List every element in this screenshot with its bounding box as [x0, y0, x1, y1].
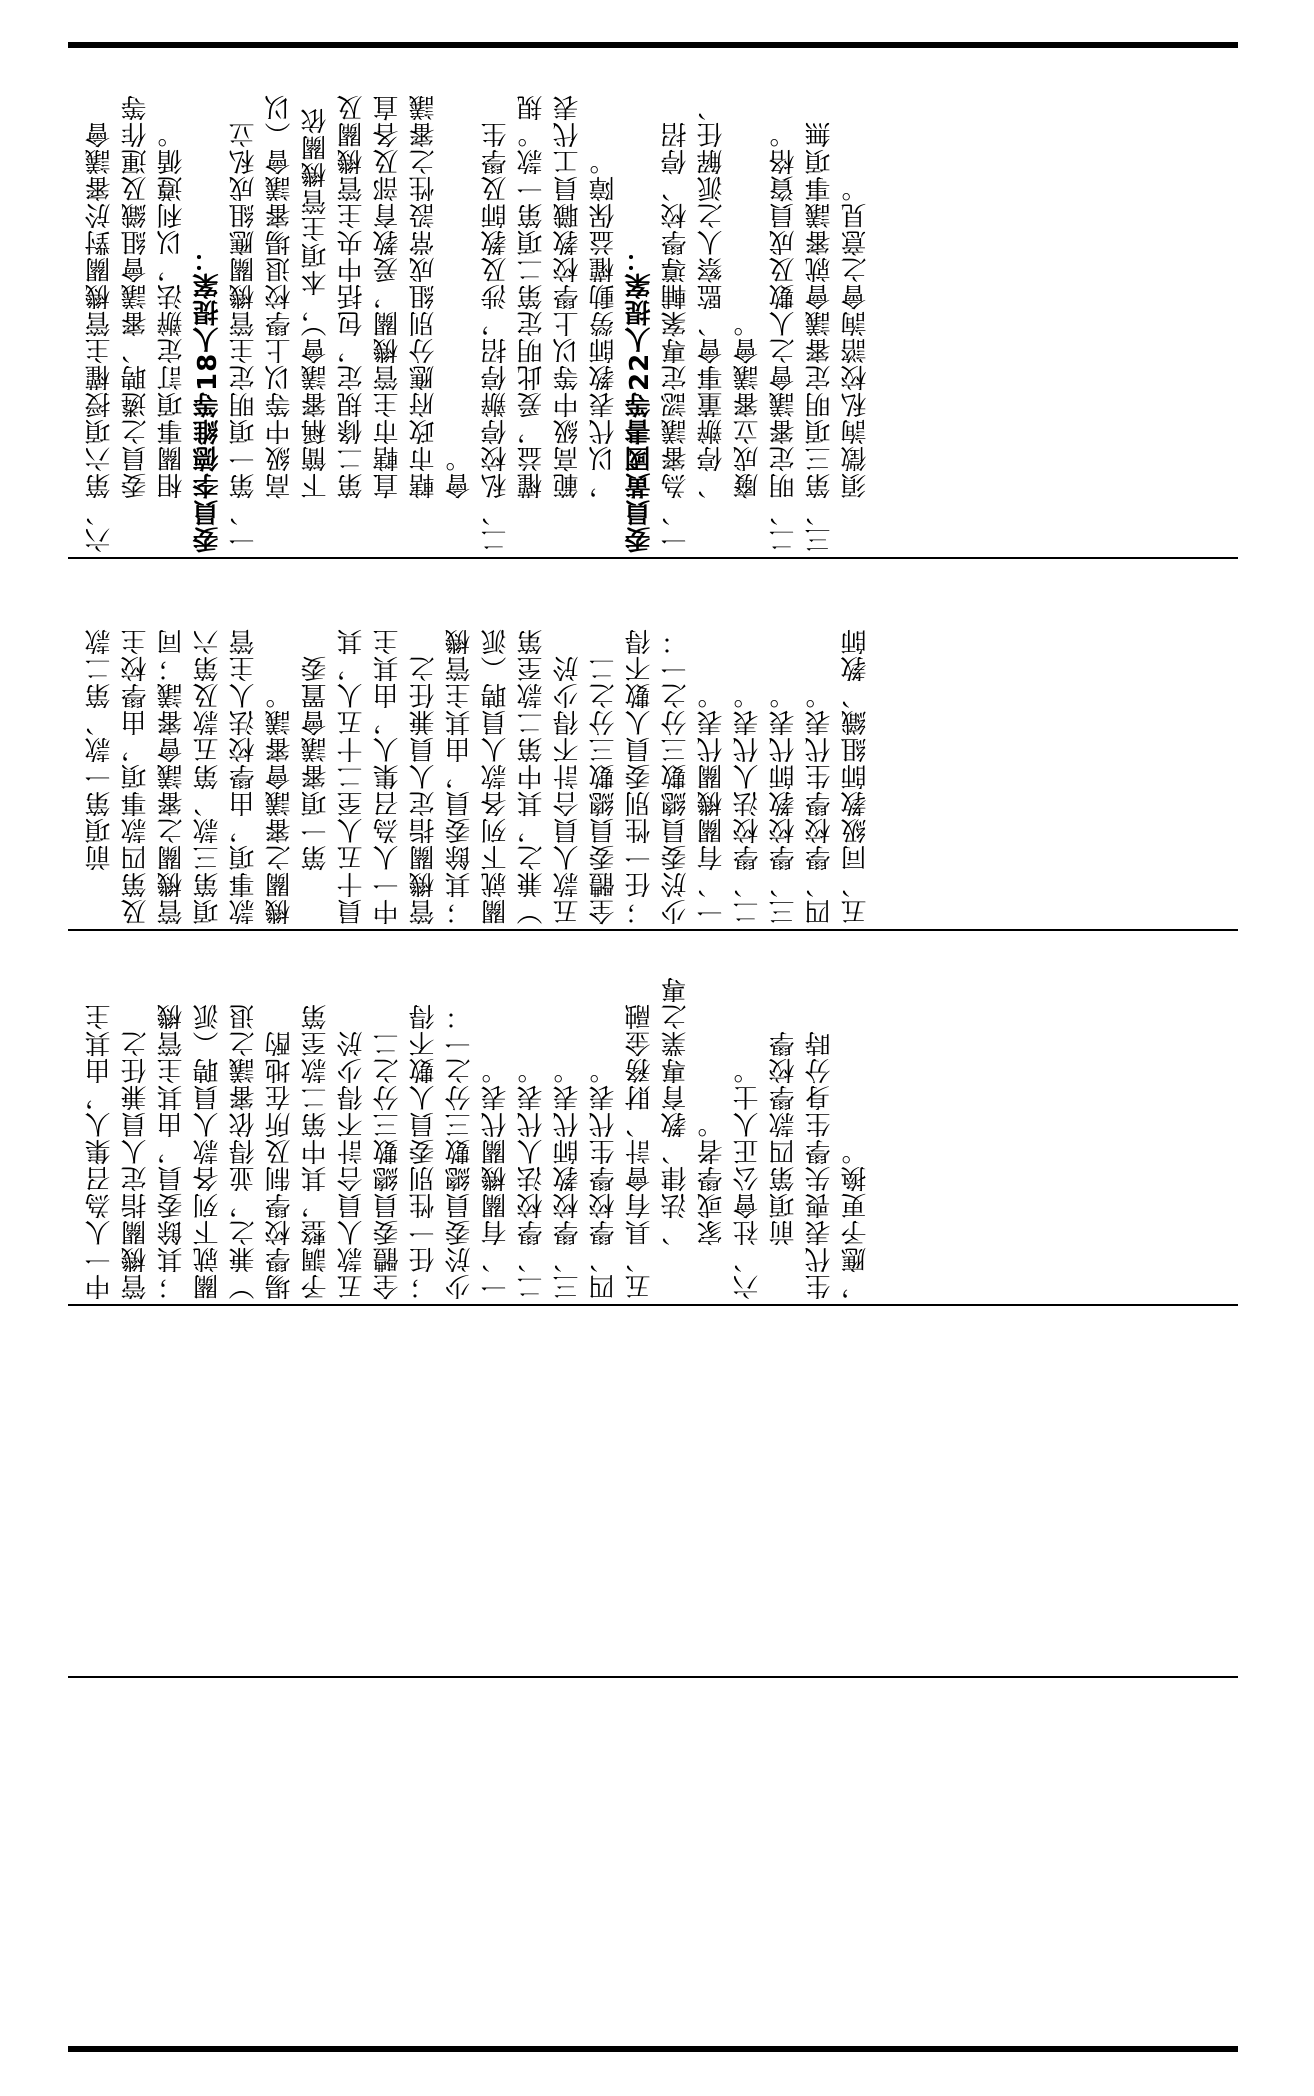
- text-line: 管機關之審議會審議；同: [157, 628, 187, 925]
- text-line: ）兼之，並得依審議之退: [229, 1003, 259, 1300]
- text-line: 二、學校法人代表。: [733, 682, 763, 925]
- band-article-text-alt: [68, 931, 1238, 1304]
- text-line: 廢成立審議會。: [733, 310, 763, 553]
- text-line: 五、具有會計、財務金融: [625, 1003, 655, 1300]
- text-line: 中一人為召集人，由其主: [373, 628, 403, 925]
- text-line: ；任一性別委員人數不得: [625, 628, 655, 925]
- text-line: 、法律、教育專業之專: [661, 976, 691, 1300]
- text-line: 全體委員總數三分之二: [373, 1030, 403, 1300]
- text-line: 相關事項訂定辦法，以利遵循。: [157, 121, 187, 553]
- text-line: 權益，爰此明定第二項第一款。規: [517, 94, 547, 553]
- text-line: 一、有關機關代表。: [481, 1057, 511, 1300]
- text-line: 予調整，其中第二款至第: [301, 1003, 331, 1300]
- text-line: 項第三款、第五款及第六: [193, 628, 223, 925]
- text-line: 四、學校學生代表。: [805, 682, 835, 925]
- text-line: 、停辦董事會、監察人之派解任、: [697, 94, 727, 553]
- text-line: 及第四款事項，由學校主: [121, 628, 151, 925]
- text-line: ，應予更換。: [841, 1138, 871, 1300]
- text-line: 六、社會公正人士。: [733, 1057, 763, 1300]
- text-line: 三、學校教師代表。: [553, 1057, 583, 1300]
- text-line: ，以代表教師勞動權益保障。: [589, 148, 619, 553]
- text-line: 下簡稱審議會），本項主管機關依: [301, 107, 331, 553]
- text-line: 範高級中等以上學校教職員工代表: [553, 94, 583, 553]
- text-line: ；任一性別委員人數不得: [409, 1003, 439, 1300]
- text-line: 四、學校學生代表。: [589, 1057, 619, 1300]
- text-line: ；其餘委員，由其主管機: [445, 628, 475, 925]
- text-line: 關就下列各款人員聘（派: [481, 628, 511, 925]
- text-line: 五款人員合計不得少於: [337, 1030, 367, 1300]
- text-line: 少於委員總數三分之一：: [661, 628, 691, 925]
- text-line: 會。: [445, 445, 475, 553]
- article-text: [82, 559, 874, 925]
- text-line: 二、私校停辦停招，涉及教師及學生: [481, 121, 511, 553]
- text-line: 家或學者。: [697, 1111, 727, 1300]
- text-line: 前項第四款學校學: [769, 1030, 799, 1300]
- column-divider: [68, 1676, 1238, 1678]
- band-explanation: [68, 48, 1238, 557]
- text-line: 管機關指定人員兼任之: [121, 1030, 151, 1300]
- text-line: ；其餘委員，由其主管機: [157, 1003, 187, 1300]
- column-divider: [68, 1304, 1238, 1306]
- article-text-alt: [82, 931, 874, 1300]
- text-line: 五款人員合計不得少於: [553, 655, 583, 925]
- text-line: 二、明定審議會之人數及成員資格。: [769, 121, 799, 553]
- text-line: 委員之遴聘、審議會組織及運作等: [121, 94, 151, 553]
- band-article-text: [68, 559, 1238, 929]
- text-line: 高級中等以上學校退場審議會（以: [265, 94, 295, 553]
- text-line: 前項第一款、第二款: [85, 628, 115, 925]
- text-line: 中一人為召集人，由其主: [85, 1003, 115, 1300]
- text-line: 關就下列各款人員聘（派: [193, 1003, 223, 1300]
- text-line: 一、為審議認定專案輔導學校、停招: [661, 121, 691, 553]
- text-line: 款事項，由學校法人主管: [229, 628, 259, 925]
- text-line: 直轄市主管機關，爰教育部及各直: [373, 94, 403, 553]
- text-line: 須徵詢私校諮詢會之意見。: [841, 175, 871, 553]
- text-line: 二、學校法人代表。: [517, 1057, 547, 1300]
- text-line: 員十五人至二十五人，其: [337, 628, 367, 925]
- text-line: 場學校學制及所在地酌: [265, 1030, 295, 1300]
- text-line: 第二條規定，包括中央主管機關及: [337, 94, 367, 553]
- text-line: 全體委員總數三分之二: [589, 655, 619, 925]
- text-line: 第一項審議會置委: [301, 655, 331, 925]
- text-line: 一、有關機關代表。: [697, 682, 727, 925]
- text-line: 少於委員總數三分之一：: [445, 1003, 475, 1300]
- text-line: 三、第三項明定審議會就審議事項無: [805, 121, 835, 553]
- text-line: ）兼之，其中第二款至第: [517, 628, 547, 925]
- text-line: 一、第一項明定主管機關應組成私立: [229, 121, 259, 553]
- text-line: 三、學校教師代表。: [769, 682, 799, 925]
- text-line: 管機關指定人員兼任之: [409, 655, 439, 925]
- proposal-heading: 委員黃國書等22人提案：: [625, 244, 655, 553]
- explanation-text: [82, 48, 874, 553]
- bottom-rule: [68, 2046, 1238, 2052]
- text-line: 五、同級教師組織、教師: [841, 628, 871, 925]
- text-line: 六、第六項授權主管機關對於審議會: [85, 121, 115, 553]
- text-line: 轄市政府應分別組成常設性之審議: [409, 94, 439, 553]
- proposal-heading: 委員李德維等18人提案：: [193, 244, 223, 553]
- text-line: 機關之審議會審議。: [265, 682, 295, 925]
- text-line: 生代表喪失學生身分時: [805, 1030, 835, 1300]
